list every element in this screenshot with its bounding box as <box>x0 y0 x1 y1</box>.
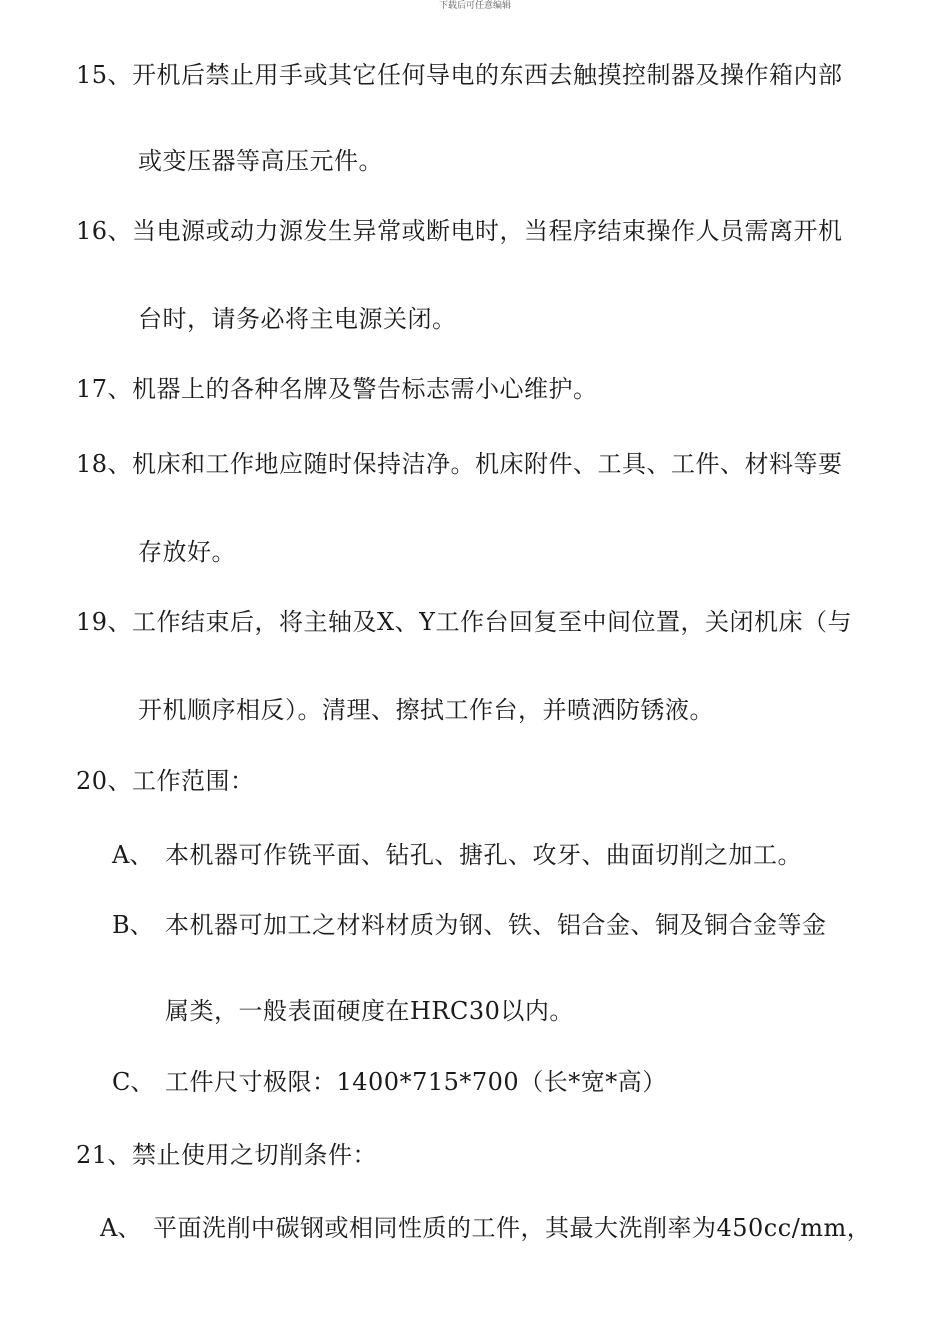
item-number: 19、 <box>76 608 133 636</box>
sub-item-label: A、 <box>100 1214 142 1242</box>
item-21-a-line-1: 平面洗削中碳钢或相同性质的工件，其最大洗削率为450cc/mm， <box>153 1214 872 1242</box>
item-text: 工作范围： <box>132 767 255 795</box>
item-20-line-1 <box>76 766 255 796</box>
item-text: 机器上的各种名牌及警告标志需小心维护。 <box>132 375 598 403</box>
item-number: 15、 <box>76 61 133 89</box>
item-number: 18、 <box>76 450 133 478</box>
item-15-line-2: 或变压器等高压元件。 <box>138 147 383 175</box>
header-note: 下载后可任意编辑 <box>438 1 511 11</box>
item-15-line-1 <box>76 60 843 90</box>
item-text: 工作结束后，将主轴及X、Y工作台回复至中间位置，关闭机床（与 <box>132 608 852 636</box>
item-18-line-2: 存放好。 <box>138 538 236 566</box>
item-18-line-1 <box>76 449 843 479</box>
item-text: 机床和工作地应随时保持洁净。机床附件、工具、工件、材料等要 <box>132 450 843 478</box>
item-20-b-line-2: 属类，一般表面硬度在HRC30以内。 <box>165 997 574 1025</box>
item-text: 当电源或动力源发生异常或断电时，当程序结束操作人员需离开机 <box>132 217 843 245</box>
item-text: 开机后禁止用手或其它任何导电的东西去触摸控制器及操作箱内部 <box>132 61 843 89</box>
item-number: 17、 <box>76 375 133 403</box>
item-20-a-line-1: 本机器可作铣平面、钻孔、搪孔、攻牙、曲面切削之加工。 <box>165 841 802 869</box>
item-number: 16、 <box>76 217 133 245</box>
item-text: 禁止使用之切削条件： <box>132 1141 378 1169</box>
sub-item-label: A、 <box>112 841 154 869</box>
item-21-line-1 <box>76 1140 377 1170</box>
item-20-c-line-1: 工件尺寸极限：1400*715*700（长*宽*高） <box>165 1068 667 1096</box>
sub-item-label: B、 <box>112 911 154 939</box>
sub-item-label: C、 <box>112 1068 155 1096</box>
item-20-b-line-1: 本机器可加工之材料材质为钢、铁、铝合金、铜及铜合金等金 <box>165 911 827 939</box>
item-number: 21、 <box>76 1141 133 1169</box>
item-number: 20、 <box>76 767 133 795</box>
item-16-line-2: 台时，请务必将主电源关闭。 <box>138 305 457 333</box>
item-17-line-1 <box>76 374 598 404</box>
item-19-line-1 <box>76 607 852 637</box>
item-19-line-2: 开机顺序相反）。清理、擦拭工作台，并喷洒防锈液。 <box>138 696 714 724</box>
item-16-line-1 <box>76 216 843 246</box>
